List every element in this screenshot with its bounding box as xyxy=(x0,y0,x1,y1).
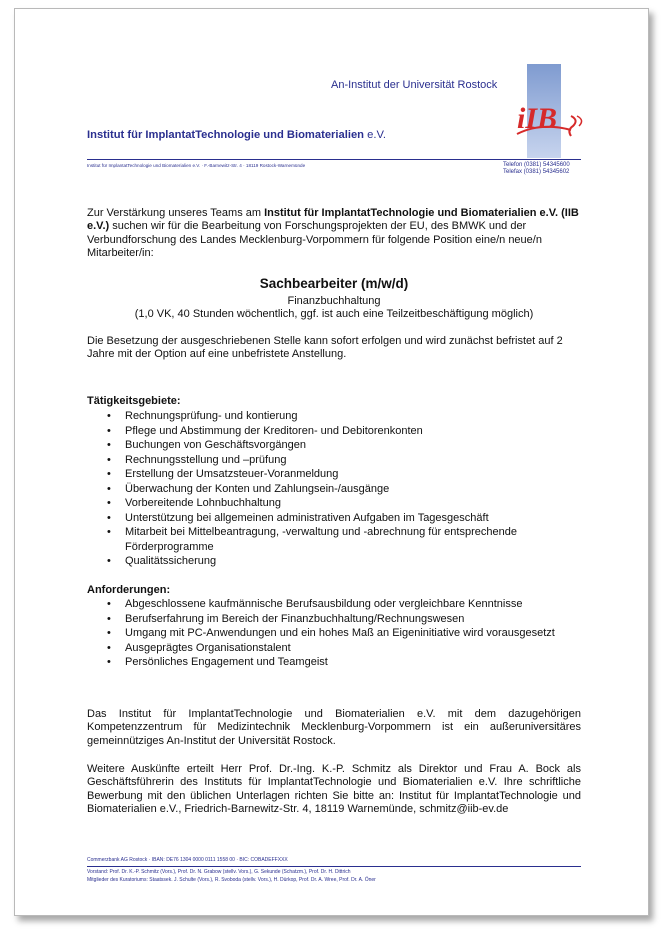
list-item: • Mitarbeit bei Mittelbeantragung, -verwaltung und -abrechnung für entsprechende Förderprogramme xyxy=(125,525,581,554)
intro-text-2: suchen wir für die Bearbeitung von Forschungsprojekten der EU, des BMWK und der Verbundforschung des Landes Mecklenburg-Vorpommern für folgende Position eine/n neue/n Mitarbeiter/in: xyxy=(87,220,542,260)
about-paragraph: Das Institut für ImplantatTechnologie und Biomaterialien e.V. mit dem dazugehörigen Kompetenzzentrum für Medizintechnik Mecklenburg-Vorpommern ist ein außeruniversitäres gemeinnütziges An-Institut der Universität Rostock. xyxy=(87,708,581,747)
list-item: • Qualitätssicherung xyxy=(125,554,581,569)
document-page xyxy=(14,8,649,916)
list-item: • Pflege und Abstimmung der Kreditoren- und Debitorenkonten xyxy=(125,424,581,439)
logo-letters: iIB xyxy=(517,102,558,135)
requirements-heading: Anforderungen: xyxy=(87,584,171,596)
list-item: • Unterstützung bei allgemeinen administrativen Aufgaben im Tagesgeschäft xyxy=(125,511,581,526)
job-area: Finanzbuchhaltung xyxy=(287,295,381,307)
list-item: • Persönliches Engagement und Teamgeist xyxy=(125,655,581,670)
footer-bank-details: Commerzbank AG Rostock · IBAN: DE76 1304 0000 0111 1558 00 · BIC: COBADEFFXXX xyxy=(87,857,288,863)
footer-divider xyxy=(87,866,581,867)
intro-text-1: Zur Verstärkung unseres Teams am xyxy=(87,207,265,219)
an-institut-label: An-Institut der Universität Rostock xyxy=(331,79,498,91)
requirements-list xyxy=(87,597,581,670)
list-item: • Vorbereitende Lohnbuchhaltung xyxy=(125,496,581,511)
footer-board: Vorstand: Prof. Dr. K.-P. Schmitz (Vors.), Prof. Dr. N. Grabow (stellv. Vors.), G. Sekunde (Schatzm.), Prof. Dr. H. Dittrich xyxy=(87,869,351,875)
list-item: • Erstellung der Umsatzsteuer-Voranmeldung xyxy=(125,467,581,482)
institute-name-bold: Institut für ImplantatTechnologie und Biomaterialien xyxy=(87,129,365,141)
list-item: • Umgang mit PC-Anwendungen und ein hohes Maß an Eigeninitiative wird vorausgesetzt xyxy=(125,626,581,641)
intro-paragraph xyxy=(87,207,581,261)
intro-institute-bold: Institut für ImplantatTechnologie und Biomaterialien e.V. (IIB e.V.) xyxy=(87,207,579,233)
address-line: Institut für ImplantatTechnologie und Biomaterialien e.V. · F.-Barnewitz-Str. 4 · 18119 Rostock-Warnemünde xyxy=(87,163,306,168)
list-item: • Abgeschlossene kaufmännische Berufsausbildung oder vergleichbare Kenntnisse xyxy=(125,597,581,612)
list-item: • Berufserfahrung im Bereich der Finanzbuchhaltung/Rechnungswesen xyxy=(125,612,581,627)
header-divider xyxy=(87,159,581,160)
job-details xyxy=(87,295,581,322)
job-scope: (1,0 VK, 40 Stunden wöchentlich, ggf. ist auch eine Teilzeitbeschäftigung möglich) xyxy=(134,308,534,321)
institute-name-suffix: e.V. xyxy=(364,129,386,141)
iib-logo-graphic xyxy=(511,64,591,158)
list-item: • Rechnungsstellung und –prüfung xyxy=(125,453,581,468)
iib-logo xyxy=(511,64,591,158)
footer-curators: Mitglieder des Kuratoriums: Staatssek. J. Schulte (Vors.), R. Svoboda (stellv. Vors.), H. Dürkop, Prof. Dr. A. Wree, Prof. Dr. A. Öner xyxy=(87,877,376,883)
list-item: • Überwachung der Konten und Zahlungsein-/ausgänge xyxy=(125,482,581,497)
occupation-paragraph: Die Besetzung der ausgeschriebenen Stelle kann sofort erfolgen und wird zunächst befristet auf 2 Jahre mit der Option auf eine unbefristete Anstellung. xyxy=(87,335,563,361)
tasks-heading: Tätigkeitsgebiete: xyxy=(87,395,181,407)
fax-number: Telefax (0381) 54345602 xyxy=(503,169,570,175)
job-title: Sachbearbeiter (m/w/d) xyxy=(259,276,409,291)
institute-name xyxy=(87,129,386,141)
list-item: • Rechnungsprüfung- und kontierung xyxy=(125,409,581,424)
phone-number: Telefon (0381) 54345600 xyxy=(503,162,570,168)
tasks-list xyxy=(87,409,581,569)
contact-paragraph: Weitere Auskünfte erteilt Herr Prof. Dr.-Ing. K.-P. Schmitz als Direktor und Frau A. Bock als Geschäftsführerin des Instituts für ImplantatTechnologie und Biomaterialien e.V. Ihre schriftliche Bewerbung mit den üblichen Unterlagen richten Sie bitte an: Institut für ImplantatTechnologie und Biomaterialien e.V., Friedrich-Barnewitz-Str. 4, 18119 Warnemünde, schmitz@iib-ev.de xyxy=(87,763,581,816)
list-item: • Buchungen von Geschäftsvorgängen xyxy=(125,438,581,453)
list-item: • Ausgeprägtes Organisationstalent xyxy=(125,641,581,656)
